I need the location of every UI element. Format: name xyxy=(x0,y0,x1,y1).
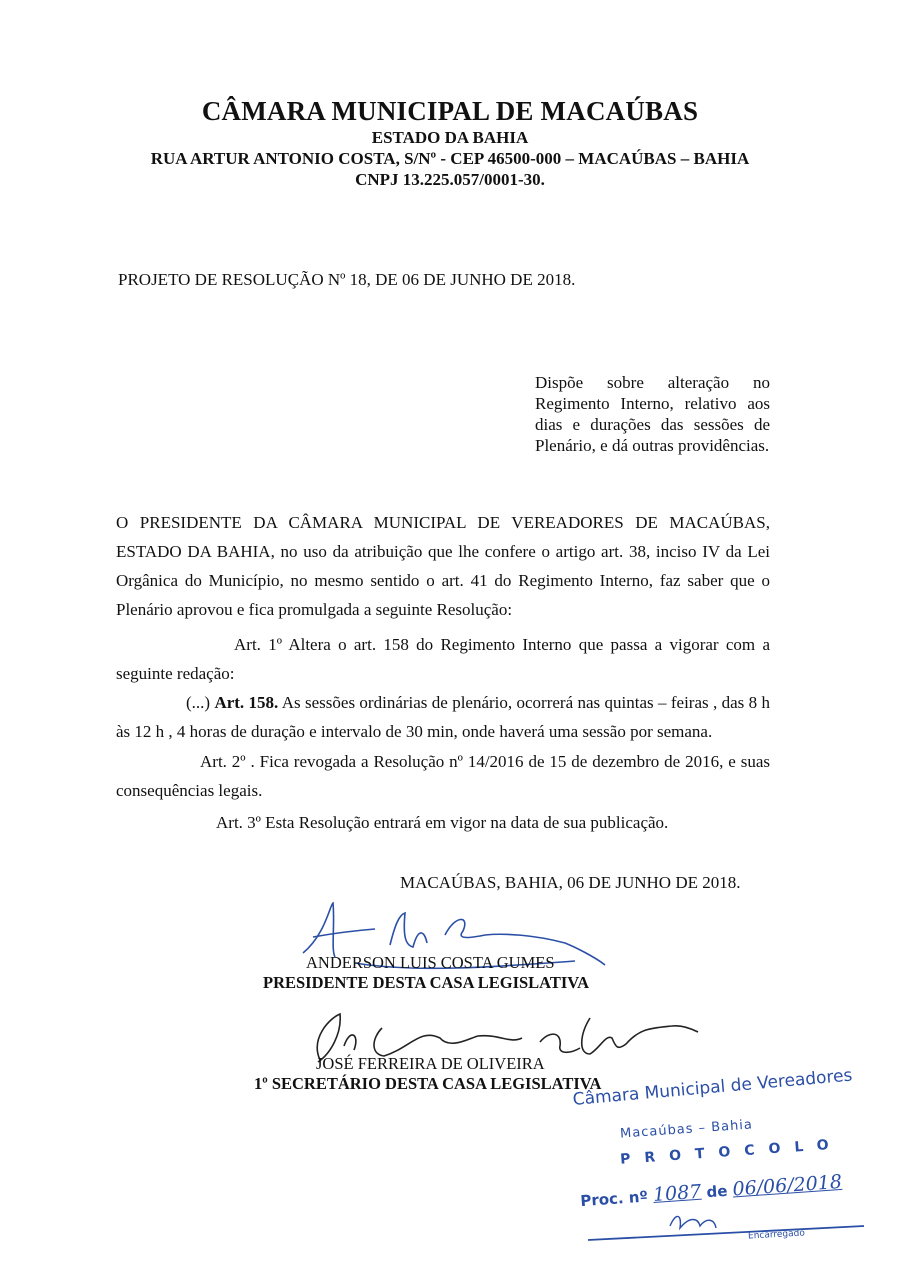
article-158-label: Art. 158. xyxy=(214,693,279,712)
stamp-proc-date: 06/06/2018 xyxy=(731,1170,843,1201)
stamp-chamber: Câmara Municipal de Vereadores xyxy=(572,1065,854,1110)
stamp-signature-line xyxy=(580,1206,870,1246)
president-name: ANDERSON LUIS COSTA GUMES xyxy=(306,953,555,972)
stamp-proc-de: de xyxy=(705,1181,729,1202)
article-3: Art. 3º Esta Resolução entrará em vigor na data de sua publicação. xyxy=(216,813,669,832)
stamp-proc-prefix: Proc. nº xyxy=(579,1187,649,1211)
stamp-proc-number: 1087 xyxy=(652,1180,703,1207)
chamber-title: CÂMARA MUNICIPAL DE MACAÚBAS xyxy=(201,96,699,126)
secretary-role: 1º SECRETÁRIO DESTA CASA LEGISLATIVA xyxy=(254,1074,602,1093)
article-158-text: As sessões ordinárias de plenário, ocorrerá nas quintas – feiras , das 8 h às 12 h , 4 horas de duração e intervalo de 30 min, onde haverá uma sessão por semana. xyxy=(116,693,771,741)
article-158 xyxy=(116,688,770,746)
project-title: PROJETO DE RESOLUÇÃO Nº 18, DE 06 DE JUNHO DE 2018. xyxy=(118,270,576,289)
cnpj-line: CNPJ 13.225.057/0001-30. xyxy=(355,170,545,189)
preamble-paragraph: O PRESIDENTE DA CÂMARA MUNICIPAL DE VEREADORES DE MACAÚBAS, ESTADO DA BAHIA, no uso da atribuição que lhe confere o artigo art. 38, inciso IV da Lei Orgânica do Município, no mesmo sentido o art. 41 do Regimento Interno, faz saber que o Plenário aprovou e fica promulgada a seguinte Resolução: xyxy=(116,513,770,619)
stamp-city: Macaúbas – Bahia xyxy=(619,1117,754,1142)
article-2: Art. 2º . Fica revogada a Resolução nº 14/2016 de 15 de dezembro de 2016, e suas consequências legais. xyxy=(116,752,770,800)
article-158-prefix: (...) xyxy=(186,693,211,712)
state-line: ESTADO DA BAHIA xyxy=(371,128,529,147)
ementa: Dispõe sobre alteração no Regimento Interno, relativo aos dias e durações das sessões de Plenário, e dá outras providências. xyxy=(535,373,770,455)
address-line: RUA ARTUR ANTONIO COSTA, S/Nº - CEP 46500-000 – MACAÚBAS – BAHIA xyxy=(150,149,750,168)
stamp-protocol: PROTOCOLO xyxy=(619,1136,844,1168)
date-line: MACAÚBAS, BAHIA, 06 DE JUNHO DE 2018. xyxy=(400,873,741,892)
stamp-received: Encarregado xyxy=(747,1228,806,1242)
secretary-name: JOSÉ FERREIRA DE OLIVEIRA xyxy=(316,1054,545,1073)
president-role: PRESIDENTE DESTA CASA LEGISLATIVA xyxy=(263,973,589,992)
article-1: Art. 1º Altera o art. 158 do Regimento Interno que passa a vigorar com a seguinte redação: xyxy=(116,635,770,683)
protocol-stamp xyxy=(560,1065,890,1264)
